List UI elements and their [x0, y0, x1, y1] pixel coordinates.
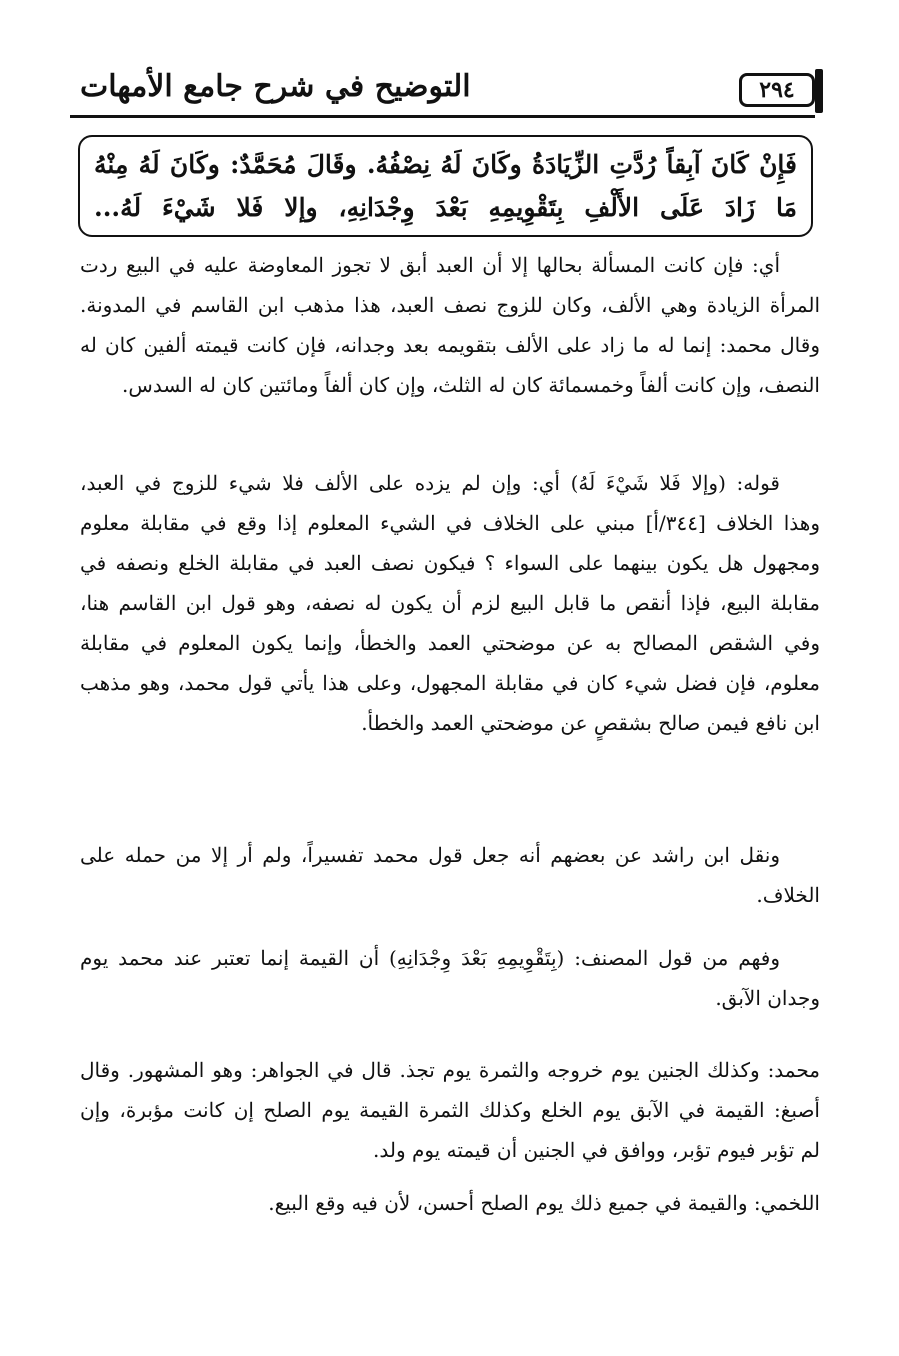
text-line: وفي الشقص المصالح به عن موضحتي العمد والخطأ، وإنما يكون المعلوم في مقابلة: [80, 631, 820, 655]
text-line: الخلاف.: [756, 883, 820, 907]
text-line: قوله: (وإلا فَلا شَيْءَ لَهُ) أي: وإن لم يزده على الألف فلا شيء للزوج في العبد،: [80, 471, 780, 495]
text-line: معلوم، فإن فضل شيء كان في مقابلة المجهول، وعلى هذا يأتي قول محمد، وهو مذهب: [80, 671, 820, 695]
text-line: النصف، وإن كانت ألفاً وخمسمائة كان له الثلث، وإن كان ألفاً ومائتين كان له السدس.: [122, 373, 820, 397]
text-line: ابن نافع فيمن صالح بشقصٍ عن موضحتي العمد والخطأ.: [361, 711, 820, 735]
text-line: ومجهول هل يكون بينهما على السواء ؟ فيكون نصف العبد في مقابلة الخلع ونصفه في: [80, 551, 820, 575]
text-line: وفهم من قول المصنف: (بِتَقْوِيمِهِ بَعْدَ وِجْدَانِهِ) أن القيمة إنما تعتبر عند محمد يوم: [80, 946, 780, 970]
paragraph-6: [80, 1183, 820, 1223]
text-line: وجدان الآبق.: [715, 986, 820, 1010]
paragraph-1: [80, 245, 820, 405]
matn-box: [78, 135, 813, 237]
matn-line-1: فَإِنْ كَانَ آبِقاً رُدَّتِ الزِّيَادَةُ وكَانَ لَهُ نِصْفُهُ. وقَالَ مُحَمَّدٌ: وكَانَ لَهُ مِنْهُ: [94, 150, 797, 179]
text-line: أصبغ: القيمة في الآبق يوم الخلع وكذلك الثمرة القيمة يوم الصلح إن كانت مؤبرة، وإن: [80, 1098, 820, 1122]
text-line: محمد: وكذلك الجنين يوم خروجه والثمرة يوم تجذ. قال في الجواهر: وهو المشهور. وقال: [80, 1058, 820, 1082]
header-rule: [70, 115, 815, 118]
text-line: أي: فإن كانت المسألة بحالها إلا أن العبد أبق لا تجوز المعاوضة عليه في البيع ردت: [80, 253, 780, 277]
paragraph-4: [80, 938, 820, 1018]
text-line: مقابلة البيع، فإذا أنقص ما قابل البيع لزم أن يكون له نصفه، وهو قول ابن القاسم هنا،: [80, 591, 820, 615]
text-line: المرأة الزيادة وهي الألف، وكان للزوج نصف العبد، هذا مذهب ابن القاسم في المدونة.: [80, 293, 820, 317]
text-line: ونقل ابن راشد عن بعضهم أنه جعل قول محمد تفسيراً، ولم أر إلا من حمله على: [80, 843, 780, 867]
text-line: وهذا الخلاف [٣٤٤/أ] مبني على الخلاف في الشيء المعلوم إذا وقع في مقابلة معلوم: [80, 511, 820, 535]
paragraph-5: [80, 1050, 820, 1170]
running-title: التوضيح في شرح جامع الأمهات: [80, 69, 471, 104]
text-line: لم تؤبر فيوم تؤبر، ووافق في الجنين أن قيمته يوم ولد.: [373, 1138, 820, 1162]
page-header: [70, 55, 815, 117]
paragraph-2: [80, 463, 820, 743]
text-line: وقال محمد: إنما له ما زاد على الألف بتقويمه بعد وجدانه، فإن كانت قيمته ألفين كان له: [80, 333, 820, 357]
paragraph-3: [80, 835, 820, 915]
page-number: ٢٩٤: [739, 73, 815, 107]
page-number-tab: [815, 69, 823, 113]
matn-line-2: مَا زَادَ عَلَى الأَلْفِ بِتَقْوِيمِهِ بَعْدَ وِجْدَانِهِ، وإلا فَلا شَيْءَ لَهُ...: [94, 193, 797, 222]
text-line: اللخمي: والقيمة في جميع ذلك يوم الصلح أحسن، لأن فيه وقع البيع.: [268, 1191, 820, 1215]
